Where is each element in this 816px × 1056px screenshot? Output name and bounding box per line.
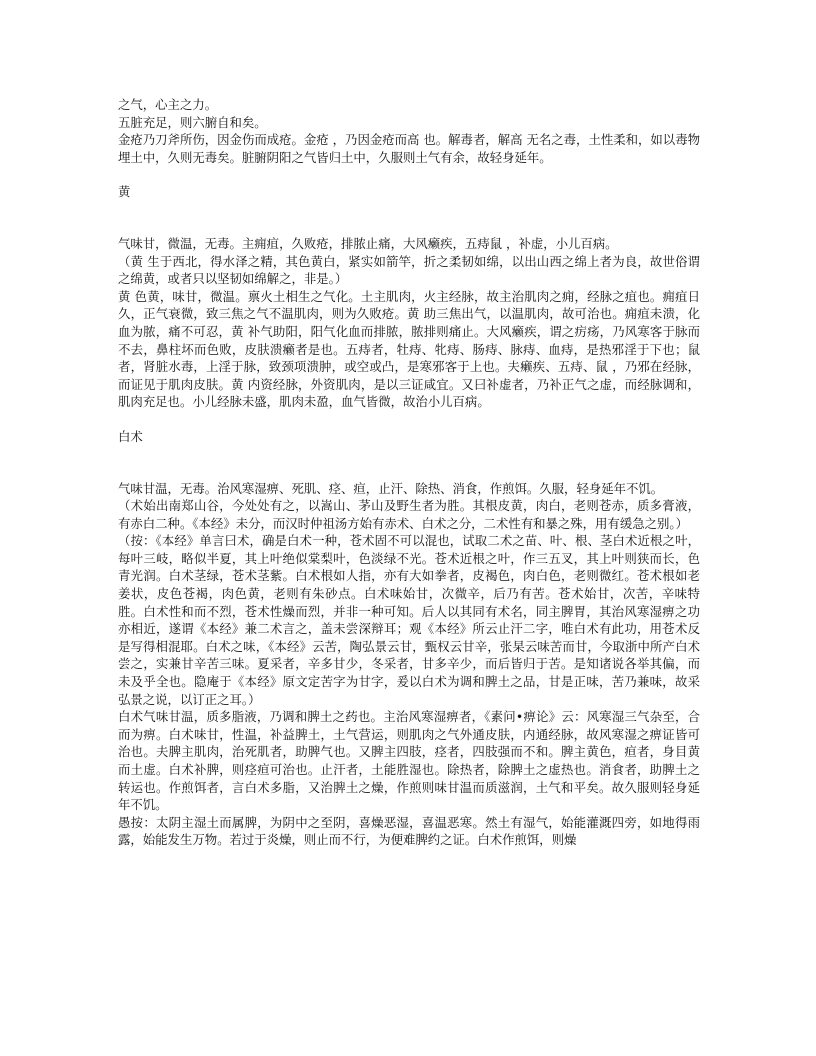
paragraph: （术始出南郑山谷，今处处有之，以嵩山、茅山及野生者为胜。其根皮黄，肉白，老则苍赤，质多膏液，有赤白二种。《本经》未分，而汉时仲祖汤方始有赤术、白术之分，二术性有和暴之殊，用有缓急之别。） bbox=[118, 498, 700, 531]
intro-line: 之气，心主之力。 bbox=[118, 97, 218, 112]
document-page bbox=[118, 96, 700, 849]
paragraph: （黄 生于西北，得水泽之精，其色黄白，紧实如箭竿，折之柔韧如绵，以出山西之绵上者为良，故世俗谓之绵黄，或者只以坚韧如绵解之，非是。） bbox=[118, 253, 700, 287]
paragraph: 愚按：太阴主湿土而属脾，为阴中之至阴，喜燥恶湿，喜温恶寒。然土有湿气，始能灌溉四旁，如地得雨露，始能发生万物。若过于炎燥，则止而不行，为便难脾约之证。白术作煎饵，则燥 bbox=[118, 814, 700, 848]
section-title-huang: 黄 bbox=[118, 184, 131, 200]
paragraph: （按：《本经》单言曰术，确是白术一种，苍术固不可以混也，试取二术之苗、叶、根、茎白术近根之叶，每叶三岐，略似半夏，其上叶绝似棠梨叶，色淡绿不光。苍术近根之叶，作三五叉，其上叶则狭而长，色青光润。白术茎绿，苍术茎紫。白术根如人指，亦有大如拳者，皮褐色，肉白色，老则微红。苍术根如老姜状，皮色苍褐，肉色黄，老则有朱砂点。白术味始甘，次微辛，后乃有苦。苍术始甘，次苦，辛味特胜。白术性和而不烈，苍术性燥而烈，并非一种可知。后人以其同有术名，同主脾胃，其治风寒湿痹之功亦相近，遂谓《本经》兼二术言之，盖未尝深辩耳；观《本经》所云止汗二字，唯白术有此功，用苍术反是写得相混耶。白术之味，《本经》云苦，陶弘景云甘，甄权云甘辛，张杲云味苦而甘，今取浙中所产白术尝之，实兼甘辛苦三味。夏采者，辛多甘少，冬采者，甘多辛少，而后皆归于苦。是知诸说各举其偏，而未及乎全也。隐庵于《本经》原文定苦字为甘字，爰以白术为调和脾土之品，甘是正味，苦乃兼味，故采弘景之说，以订正之耳。） bbox=[118, 533, 700, 707]
section-title-baizhu: 白术 bbox=[118, 428, 143, 444]
paragraph: 气味甘温，无毒。治风寒湿痹、死肌、痉、疸，止汗、除热、消食，作煎饵。久服，轻身延年不饥。 bbox=[118, 480, 664, 496]
paragraph: 气味甘，微温，无毒。主痈疽，久败疮，排脓止痛，大风癞疾，五痔鼠 ，补虚，小儿百病。 bbox=[118, 235, 618, 251]
paragraph: 白术气味甘温，质多脂液，乃调和脾土之药也。主治风寒湿痹者，《素问•痹论》云：风寒湿三气杂至，合而为痹。白术味甘，性温，补益脾土，土气营运，则肌肉之气外通皮肤，内通经脉，故风寒湿之痹证皆可治也。夫脾主肌肉，治死肌者，助脾气也。又脾主四肢，痉者，四肢强而不和。脾主黄色，疸者，身目黄而土虚。白术补脾，则痉疸可治也。止汗者，土能胜湿也。除热者，除脾土之虚热也。消食者，助脾土之转运也。作煎饵者，言白术多脂，又治脾土之燥，作煎则味甘温而质滋润，土气和平矣。故久服则轻身延年不饥。 bbox=[118, 709, 700, 813]
intro-line: 金疮乃刀斧所伤，因金伤而成疮。金疮 ，乃因金疮而高 也。解毒者，解高 无名之毒，土性柔和，如以毒物埋土中，久则无毒矣。脏腑阴阳之气皆归土中，久服则土气有余，故轻身延年。 bbox=[118, 132, 700, 165]
intro-line: 五脏充足，则六腑自和矣。 bbox=[118, 114, 267, 130]
paragraph: 黄 色黄，味甘，微温。禀火土相生之气化。土主肌肉，火主经脉，故主治肌肉之痈，经脉之疽也。痈疽日久，正气衰微，致三焦之气不温肌肉，则为久败疮。黄 助三焦出气，以温肌肉，故可治也。痈疽未溃，化血为脓，痛不可忍，黄 补气助阳，阳气化血而排脓，脓排则痛止。大风癞疾，谓之疠疡，乃风寒客于脉而不去，鼻柱坏而色败，皮肤溃癞者是也。五痔者，牡痔、牝痔、肠痔、脉痔、血痔，是热邪淫于下也；鼠 者，肾脏水毒，上淫于脉，致颈项溃肿，或空或凸，是寒邪客于上也。夫癞疾、五痔、鼠 ，乃邪在经脉，而证见于肌肉皮肤。黄 内资经脉，外资肌肉，是以三证咸宜。又曰补虚者，乃补正气之虚，而经脉调和，肌肉充足也。小儿经脉未盛，肌肉未盈，血气皆微，故治小儿百病。 bbox=[118, 288, 700, 410]
